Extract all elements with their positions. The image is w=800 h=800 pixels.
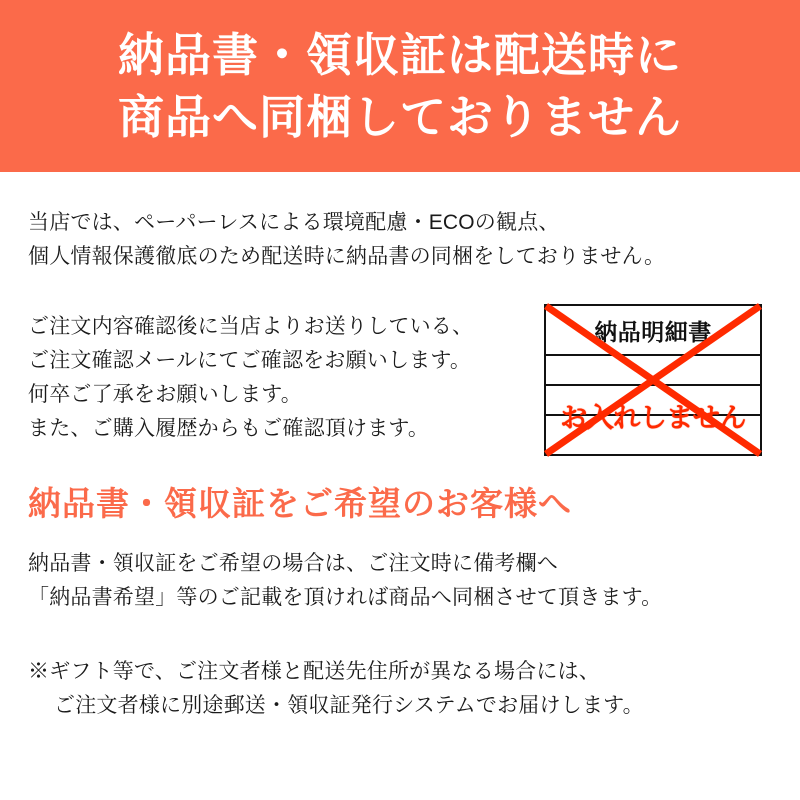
request-heading: 納品書・領収証をご希望のお客様へ bbox=[28, 485, 572, 523]
banner-title-line-2: 商品へ同梱しておりません bbox=[118, 91, 682, 143]
request-line-1: 納品書・領収証をご希望の場合は、ご注文時に備考欄へ bbox=[28, 552, 558, 576]
header-banner bbox=[0, 0, 800, 172]
note-paragraph bbox=[28, 655, 772, 723]
slip-title: 納品明細書 bbox=[594, 319, 712, 346]
request-paragraph bbox=[28, 547, 772, 615]
confirm-line-2: ご注文確認メールにてご確認をお願いします。 bbox=[28, 349, 472, 373]
note-line-1: ※ギフト等で、ご注文者様と配送先住所が異なる場合には、 bbox=[28, 660, 600, 684]
confirm-line-4: また、ご購入履歴からもご確認頂けます。 bbox=[28, 417, 430, 441]
intro-line-1: 当店では、ペーパーレスによる環境配慮・ECOの観点、 bbox=[28, 211, 560, 234]
intro-line-2: 個人情報保護徹底のため配送時に納品書の同梱をしておりません。 bbox=[28, 245, 666, 269]
note-line-2: ご注文者様に別途郵送・領収証発行システムでお届けします。 bbox=[54, 694, 644, 718]
confirm-line-3: 何卒ご了承をお願いします。 bbox=[28, 383, 302, 407]
request-line-2: 「納品書希望」等のご記載を頂ければ商品へ同梱させて頂きます。 bbox=[28, 586, 663, 610]
slip-stamp-text: お入れしません bbox=[560, 403, 746, 434]
confirm-paragraph bbox=[28, 310, 772, 446]
crossed-out-slip-graphic bbox=[544, 304, 762, 456]
banner-title-line-1: 納品書・領収証は配送時に bbox=[118, 28, 682, 81]
notice-body bbox=[0, 172, 800, 800]
confirm-line-1: ご注文内容確認後に当店よりお送りしている、 bbox=[28, 315, 474, 339]
intro-paragraph bbox=[28, 206, 772, 274]
